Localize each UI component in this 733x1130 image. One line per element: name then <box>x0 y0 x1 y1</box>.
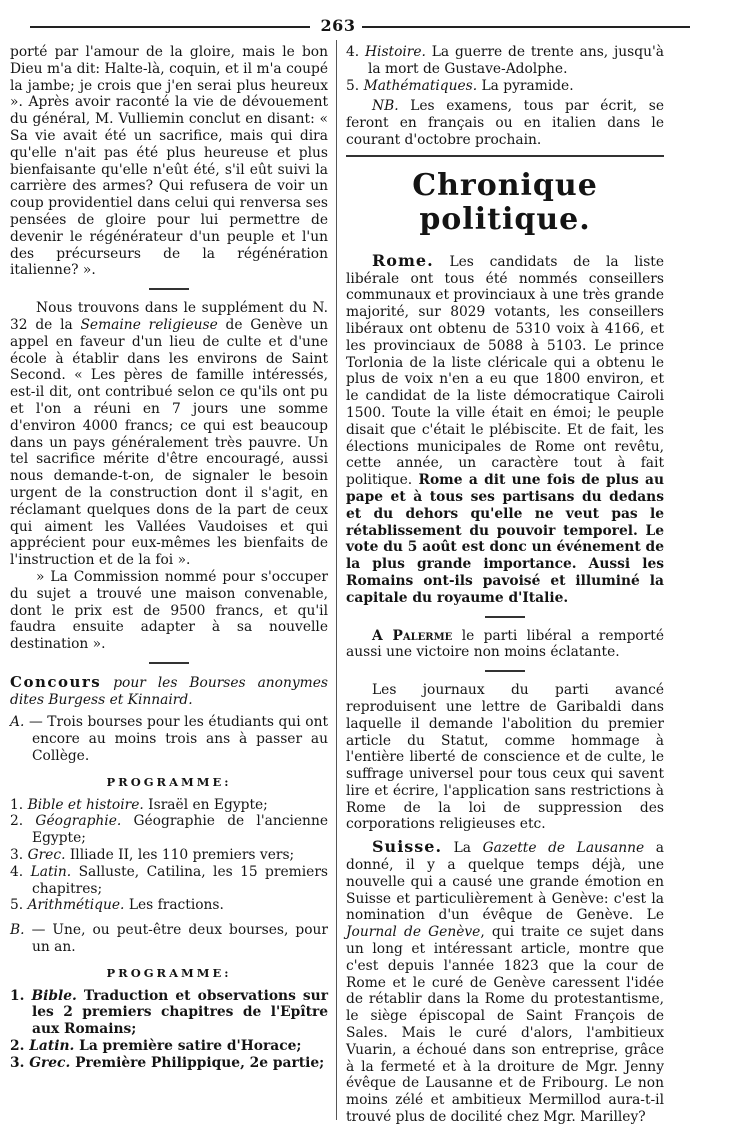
section-separator <box>149 288 189 290</box>
list-item: 4. Latin. Salluste, Catilina, les 15 premiers chapitres; <box>10 863 328 897</box>
programme-list-a <box>10 797 328 915</box>
list-item: 3. Grec. Première Philippique, 2e partie; <box>10 1054 325 1071</box>
list-item: 1. Bible et histoire. Israël en Egypte; <box>10 796 268 813</box>
commission-paragraph: » La Commission nommé pour s'occuper du sujet a trouvé une maison convenable, dont le prix est de 9500 francs, et qu'il faudra ensuite adapter à sa nouvelle destination ». <box>10 568 328 653</box>
semaine-religieuse-paragraph: Nous trouvons dans le supplément du N. 32 de la Semaine religieuse de Genève un appel en faveur d'un lieu de culte et d'une école à établir dans les environs de Saint Second. « Les pères de famille intéressés, est-il dit, ont contribué selon ce qu'ils ont pu et l'on a réuni en 7 jours une somme d'environ 4000 francs; ce qui est beaucoup dans un pays généralement très pauvre. Un tel sacrifice mérite d'être encouragé, aussi nous demande-t-on, de signaler le besoin urgent de la construction dont il s'agit, en réclamant quelques dons de la part de ceux qui aiment les Vallées Vaudoises et qui apprécient pour eux-mêmes les bienfaits de l'instruction et de la foi ». <box>10 300 328 569</box>
programme-title: PROGRAMME: <box>106 965 232 980</box>
page-header <box>0 14 733 38</box>
suisse-paragraph: Suisse. La Gazette de Lausanne a donné, il y a quelque temps déjà, une nouvelle qui a causé une grande émotion en Suisse et particulièrement à Genève: c'est la nomination d'un évêque de Genève. Le Journal de Genève, qui traite ce sujet dans un long et intéressant article, montre que c'est depuis l'année 1823 que la cour de Rome et le curé de Genève caressent l'idée de rétablir dans la Rome du protestantisme, le siège épiscopal de Saint François de Sales. Mais le curé d'alors, l'ambitieux Vuarin, a échoué dans son entreprise, grâce à la fermeté et à la droiture de Mgr. Jenny évêque de Lausanne et de Fribourg. Le non moins zélé et ambitieux Mermillod aura-t-il trouvé plus de docilité chez Mgr. Marilley? <box>346 837 664 1126</box>
header-rule-left <box>30 26 310 28</box>
list-item: 1. Bible. Traduction et observations sur les 2 premiers chapitres de l'Epître aux Romains; <box>10 987 328 1038</box>
list-item: 3. Grec. Illiade II, les 110 premiers vers; <box>10 847 295 864</box>
palerme-paragraph: A Palerme le parti libéral a remporté aussi une victoire non moins éclatante. <box>346 627 665 661</box>
programme-title: PROGRAMME: <box>106 774 232 789</box>
section-rule <box>346 155 664 157</box>
concours-a-paragraph: A. — Trois bourses pour les étudiants qui ont encore au moins trois ans à passer au Collège. <box>10 714 328 765</box>
list-item: 2. Géographie. Géographie de l'ancienne Egypte; <box>10 813 328 847</box>
programme-list-continuation <box>346 44 664 94</box>
chronique-title: Chronique politique. <box>412 167 598 237</box>
header-rule-right <box>362 26 690 28</box>
left-continuation-paragraph: porté par l'amour de la gloire, mais le bon Dieu m'a dit: Halte-là, coquin, et il m'a coupé la jambe; je crois que j'en serai plus heureux ». Après avoir raconté la vie de dévouement du général, M. Vulliemin conclut en disant: « Sa vie avait été un sacrifice, mais qui dira qu'elle n'ait pas été plus heureuse et plus bienfaisante qu'elle n'eût été, s'il eût suivi la carrière des armes? Qui refusera de voir un coup providentiel dans celui qui renversa ses pensées de gloire pour lui permettre de devenir le régénérateur d'un peuple et l'un des précurseurs de la régénération italienne? ». <box>10 44 328 279</box>
left-column <box>10 44 328 1072</box>
right-column <box>346 44 664 1126</box>
garibaldi-paragraph: Les journaux du parti avancé reproduisent une lettre de Garibaldi dans laquelle il demande l'abolition du premier article du Statut, comme hommage à l'entière liberté de conscience et de culte, le suffrage universel pour tous ceux qui savent lire et écrire, l'application sans restrictions à Rome de la loi de suppression des corporations religieuses etc. <box>346 682 664 833</box>
list-item: 4. Histoire. La guerre de trente ans, jusqu'à la mort de Gustave-Adolphe. <box>346 44 664 77</box>
list-item: 5. Arithmétique. Les fractions. <box>10 897 224 914</box>
concours-b-paragraph: B. — Une, ou peut-être deux bourses, pour un an. <box>10 922 329 956</box>
section-separator <box>485 616 525 618</box>
column-divider <box>336 40 337 1120</box>
section-separator <box>485 670 525 672</box>
list-item: 5. Mathématiques. La pyramide. <box>346 77 574 94</box>
programme-list-b <box>10 988 328 1072</box>
nb-paragraph: NB. Les examens, tous par écrit, se feront en français ou en italien dans le courant d'octobre prochain. <box>346 98 664 148</box>
section-separator <box>149 662 189 664</box>
list-item: 2. Latin. La première satire d'Horace; <box>10 1038 302 1055</box>
page-number: 263 <box>320 16 356 35</box>
concours-heading: Concours pour les Bourses anonymes dites Burgess et Kinnaird. <box>10 672 328 708</box>
rome-paragraph: Rome. Les candidats de la liste libérale ont tous été nommés conseillers communaux et provinciaux à une très grande majorité, sur 8029 votants, les conseillers libéraux ont obtenu de 5310 voix à 4166, et les provinciaux de 5088 à 5103. Le prince Torlonia de la liste cléricale qui a obtenu le plus de voix n'en a eu que 1800 environ, et le candidat de la liste démocratique Cairoli 1500. Toute la ville était en émoi; le peuple disait que c'était le plébiscite. Et de fait, les élections municipales de Rome ont revêtu, cette année, un caractère tout à fait politique. Rome a dit une fois de plus au pape et à tous ses partisans du dedans et du dehors qu'elle ne veut pas le rétablissement du pouvoir temporel. Le vote du 5 août est donc un événement de la plus grande importance. Aussi les Romains ont-ils pavoisé et illuminé la capitale du royaume d'Italie. <box>346 250 664 606</box>
